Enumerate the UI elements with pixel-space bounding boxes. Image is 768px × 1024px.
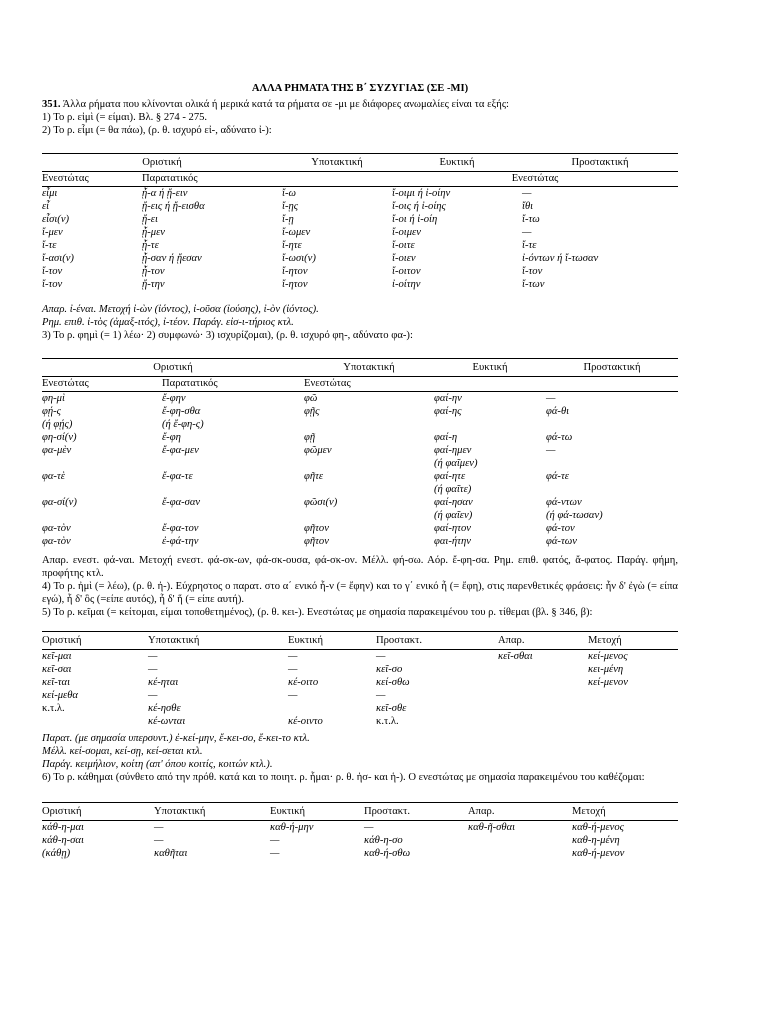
phemi-notes: Απαρ. ενεστ. φά-ναι. Μετοχή ενεστ. φά-σκ-ων, φά-σκ-ουσα, φά-σκ-ον. Μέλλ. φή-σω. Αόρ. ἔ-φη-σα. Ρημ. επιθ. φατός, ἄ-φατος. Παράγ. φήμη, προφήτης κτλ. [42, 555, 678, 579]
cell: κέ-ησθε [148, 703, 181, 714]
cell: — [270, 848, 280, 859]
cell: ᾔ-την [142, 279, 165, 290]
cell: φαι-ήτην [434, 536, 471, 547]
cell: κεῖ-σθαι [498, 651, 533, 662]
cell: καθῆται [154, 848, 188, 859]
cell: — [522, 227, 532, 238]
cell: ἴ-οις ή ἰ-οίης [392, 201, 446, 212]
cell [304, 457, 434, 470]
col-header: Ευκτική [392, 154, 522, 172]
cell: ἴ-οι ή ἰ-οίη [392, 214, 438, 225]
col-header: Προστακτική [522, 154, 678, 172]
keimai-conjugation-table [42, 631, 678, 728]
cell: κεῖ-σθε [376, 703, 407, 714]
table-row [42, 847, 678, 860]
cell [288, 702, 376, 715]
future-line: Μέλλ. κεί-σομαι, κεί-σῃ, κεί-σεται κτλ. [42, 746, 203, 757]
cell: καθ-η-μένη [572, 835, 620, 846]
col-header: Προστακτική [546, 359, 678, 377]
cell: — [154, 835, 164, 846]
item-6: 6) Το ρ. κάθημαι (σύνθετο από την πρόθ. κατά και το ποιητ. ρ. ἧμαι· ρ. θ. ἡσ- και ἡ-). Ο ενεστώτας με σημασία παρακειμένου του καθέζομαι: [42, 772, 645, 783]
imperfect-line: Παρατ. (με σημασία υπερσυντ.) ἐ-κεί-μην, ἔ-κει-σο, ἔ-κει-το κτλ. [42, 733, 310, 744]
cell: ἐ-φά-την [162, 536, 199, 547]
col-header: Προστακτ. [364, 803, 468, 821]
col-header: Οριστική [42, 359, 304, 377]
cell: κεῖ-σο [376, 664, 403, 675]
cell: ᾔ-ει [142, 214, 158, 225]
cell: φη-μὶ [42, 393, 65, 404]
sub-header: Ενεστώτας [42, 172, 142, 187]
cell: ἔ-φα-τε [162, 471, 193, 482]
col-header: Οριστική [42, 803, 154, 821]
cell: ἰ-όντων ή ἴ-τωσαν [522, 253, 599, 264]
cell: φαί-ητε [434, 471, 466, 482]
cell: — [522, 188, 532, 199]
cell: — [148, 664, 158, 675]
cell: ἴ-τον [522, 266, 543, 277]
sub-header: Ενεστώτας [392, 172, 678, 187]
cell [42, 715, 148, 728]
cell: φῆτε [304, 471, 324, 482]
cell: φά-θι [546, 406, 570, 417]
cell [588, 689, 678, 702]
cell [42, 509, 162, 522]
cell: φῇ [304, 432, 316, 443]
col-header: Οριστική [42, 154, 282, 172]
table-row [42, 239, 678, 252]
sub-header: Ενεστώτας [304, 377, 434, 392]
cell: φα-τὸν [42, 536, 71, 547]
col-header: Οριστική [42, 632, 148, 650]
cell: φαί-ησαν [434, 497, 473, 508]
cell: φῆτον [304, 523, 329, 534]
cell: ἴθι [522, 201, 534, 212]
cell: — [546, 445, 556, 456]
kathemai-conjugation-table [42, 802, 678, 860]
table-row [42, 187, 678, 201]
cell [546, 483, 678, 496]
col-header: Ευκτική [288, 632, 376, 650]
cell: — [154, 822, 164, 833]
cell: καθ-ή-μενον [572, 848, 625, 859]
table-row [42, 676, 678, 689]
table-row [42, 702, 678, 715]
cell [498, 689, 588, 702]
cell: φαί-ητον [434, 523, 471, 534]
table-row [42, 418, 678, 431]
table-row [42, 405, 678, 418]
col-header: Υποτακτική [154, 803, 270, 821]
col-header: Προστακτ. [376, 632, 498, 650]
table-row [42, 278, 678, 291]
table-body [42, 821, 678, 861]
cell: εἶ [42, 201, 50, 212]
cell [304, 509, 434, 522]
table-row [42, 509, 678, 522]
table-row [42, 252, 678, 265]
cell [42, 457, 162, 470]
cell: ἴ-ητον [282, 279, 308, 290]
cell: ᾔ-εις ή ᾔ-εισθα [142, 201, 205, 212]
cell [162, 509, 304, 522]
cell: ἴ-ῃ [282, 214, 294, 225]
table-row [42, 457, 678, 470]
cell: ἴ-τε [42, 240, 57, 251]
table-row [42, 522, 678, 535]
cell: κεῖ-σαι [42, 664, 72, 675]
cell: — [270, 835, 280, 846]
table-row [42, 834, 678, 847]
table-row [42, 535, 678, 548]
cell [162, 483, 304, 496]
cell [498, 676, 588, 689]
table-header-row [42, 359, 678, 377]
table-body [42, 650, 678, 729]
cell: ἴ-οιτον [392, 266, 421, 277]
cell: κ.τ.λ. [42, 703, 65, 714]
cell: ἔ-φα-σαν [162, 497, 201, 508]
cell: κεί-σθω [376, 677, 410, 688]
cell: ἴ-ασι(ν) [42, 253, 74, 264]
cell: κεῖ-ται [42, 677, 71, 688]
cell [498, 663, 588, 676]
cell: φῇς [304, 406, 320, 417]
cell: κει-μένη [588, 664, 624, 675]
cell [588, 702, 678, 715]
infinitive-participle-line: Απαρ. ἰ-έναι. Μετοχή ἰ-ὼν (ἰόντος), ἰ-οῦσα (ἰούσης), ἰ-ὸν (ἰόντος). [42, 304, 319, 315]
cell: φαί-ημεν [434, 445, 472, 456]
col-header: Απαρ. [498, 632, 588, 650]
cell: ἔ-φα-μεν [162, 445, 199, 456]
cell: κάθ-η-σο [364, 835, 403, 846]
table-row [42, 265, 678, 278]
table-body [42, 187, 678, 292]
col-header: Υποτακτική [282, 154, 392, 172]
cell: φά-ντων [546, 497, 582, 508]
cell [546, 457, 678, 470]
cell: κεῖ-μαι [42, 651, 72, 662]
table-row [42, 470, 678, 483]
cell: εἶμι [42, 188, 58, 199]
table-row [42, 650, 678, 664]
cell: ἴ-ω [282, 188, 296, 199]
cell: φῶσι(ν) [304, 497, 338, 508]
cell: εἶσι(ν) [42, 214, 70, 225]
eimi-conjugation-table [42, 153, 678, 291]
cell: ἴ-ωμεν [282, 227, 311, 238]
cell: κέ-ωνται [148, 716, 186, 727]
cell: — [546, 393, 556, 404]
cell: ἴ-οιτε [392, 240, 415, 251]
cell: (ή φαῖτε) [434, 484, 472, 495]
cell: — [288, 651, 298, 662]
cell: ἔ-φη-σθα [162, 406, 201, 417]
cell: ἴ-ωσι(ν) [282, 253, 316, 264]
cell: (ή ἔ-φη-ς) [162, 419, 204, 430]
table-row [42, 663, 678, 676]
cell: ἔ-φην [162, 393, 186, 404]
section-351-intro [42, 98, 678, 111]
item-1: 1) Το ρ. εἰμὶ (= είμαι). Βλ. § 274 - 275. [42, 112, 208, 123]
cell [546, 418, 678, 431]
cell: ἴ-τον [42, 266, 63, 277]
cell: ἔ-φη [162, 432, 181, 443]
sub-header: Παρατατικός [162, 377, 304, 392]
col-header: Υποτακτική [304, 359, 434, 377]
cell: κάθ-η-μαι [42, 822, 84, 833]
cell: ᾖ-σαν ή ᾔεσαν [142, 253, 202, 264]
cell: ἴ-τε [522, 240, 537, 251]
cell: ᾖ-τε [142, 240, 159, 251]
item-5: 5) Το ρ. κεῖμαι (= κείτομαι, είμαι τοποθετημένος), (ρ. θ. κει-). Ενεστώτας με σημασία παρακειμένου του ρ. τίθεμαι (βλ. § 346, β): [42, 607, 593, 618]
cell: ᾖ-α ή ᾔ-ειν [142, 188, 188, 199]
cell: — [376, 651, 386, 662]
table-row [42, 200, 678, 213]
cell: — [376, 690, 386, 701]
table-body [42, 392, 678, 549]
cell: ἴ-των [522, 279, 545, 290]
cell: φαί-ην [434, 393, 462, 404]
cell [304, 483, 434, 496]
cell: ᾖ-μεν [142, 227, 165, 238]
cell [468, 847, 572, 860]
item-2: 2) Το ρ. εἶμι (= θα πάω), (ρ. θ. ισχυρό εἰ-, αδύνατο ἰ-): [42, 125, 272, 136]
item-3: 3) Το ρ. φημὶ (= 1) λέω· 2) συμφωνώ· 3) ισχυρίζομαι), (ρ. θ. ισχυρό φη-, αδύνατο φα-): [42, 330, 413, 341]
table-row [42, 689, 678, 702]
cell: ἴ-μεν [42, 227, 63, 238]
section-number: 351. [42, 99, 61, 110]
cell: φά-τω [546, 432, 573, 443]
cell: (ή φαῖεν) [434, 510, 473, 521]
sub-header: Παρατατικός [142, 172, 282, 187]
cell: — [148, 651, 158, 662]
table-row [42, 483, 678, 496]
cell [42, 483, 162, 496]
table-row [42, 392, 678, 406]
derivatives-line: Παράγ. κειμήλιον, κοίτη (απ' όπου κοιτίς, κοιτών κτλ.). [42, 759, 273, 770]
cell: φα-μὲν [42, 445, 72, 456]
table-header-row [42, 632, 678, 650]
col-header: Υποτακτική [148, 632, 288, 650]
cell: κ.τ.λ. [376, 716, 399, 727]
table-row [42, 715, 678, 728]
cell: ᾖ-τον [142, 266, 165, 277]
cell: ἴ-οιεν [392, 253, 416, 264]
cell: φῶ [304, 393, 318, 404]
col-header: Απαρ. [468, 803, 572, 821]
cell: φαί-ης [434, 406, 462, 417]
table-row [42, 496, 678, 509]
cell: ἴ-οιμι ή ἰ-οίην [392, 188, 451, 199]
cell: φῄ-ς [42, 406, 61, 417]
cell: — [288, 690, 298, 701]
cell [434, 418, 546, 431]
table-row [42, 821, 678, 835]
cell: — [288, 664, 298, 675]
cell: ἴ-ητε [282, 240, 302, 251]
cell: κέ-ηται [148, 677, 179, 688]
table-subheader-row [42, 172, 678, 187]
cell: φά-τε [546, 471, 569, 482]
cell: κέ-οιντο [288, 716, 323, 727]
cell: φα-τὲ [42, 471, 65, 482]
cell: κεί-μενον [588, 677, 628, 688]
cell: ἴ-τω [522, 214, 540, 225]
cell: καθ-ή-μην [270, 822, 314, 833]
cell: κεί-μεθα [42, 690, 78, 701]
cell: ἴ-τον [42, 279, 63, 290]
col-header: Ευκτική [270, 803, 364, 821]
table-header-row [42, 154, 678, 172]
cell: κέ-οιτο [288, 677, 319, 688]
cell [468, 834, 572, 847]
col-header: Μετοχή [572, 803, 678, 821]
cell: φῶμεν [304, 445, 332, 456]
cell: κεί-μενος [588, 651, 628, 662]
cell: καθ-ή-μενος [572, 822, 624, 833]
cell: — [364, 822, 374, 833]
table-row [42, 213, 678, 226]
cell: (κάθῃ) [42, 848, 71, 859]
cell: ἴ-ῃς [282, 201, 299, 212]
cell [588, 715, 678, 728]
cell: φά-τον [546, 523, 575, 534]
cell: φη-σί(ν) [42, 432, 77, 443]
cell: φῆτον [304, 536, 329, 547]
document-page [42, 82, 678, 860]
phemi-conjugation-table [42, 358, 678, 548]
intro-text: Άλλα ρήματα που κλίνονται ολικά ή μερικά κατά τα ρήματα σε -μι με διάφορες ανωμαλίες είναι τα εξής: [62, 99, 509, 110]
cell: φαί-η [434, 432, 458, 443]
verbal-adjective-line: Ρημ. επιθ. ἰ-τὸς (ἀμαξ-ιτός), ἰ-τέον. Παράγ. εἰσ-ι-τήριος κτλ. [42, 317, 294, 328]
cell: ἴ-ητον [282, 266, 308, 277]
cell: — [148, 690, 158, 701]
cell [498, 702, 588, 715]
table-row [42, 431, 678, 444]
cell: (ή φαῖμεν) [434, 458, 478, 469]
cell: φά-των [546, 536, 577, 547]
cell: καθ-ή-σθω [364, 848, 411, 859]
cell: (ή φά-τωσαν) [546, 510, 603, 521]
cell [304, 418, 434, 431]
cell: (ή φῄς) [42, 419, 73, 430]
cell: ἰ-οίτην [392, 279, 421, 290]
cell [498, 715, 588, 728]
cell [162, 457, 304, 470]
cell: καθ-ῆ-σθαι [468, 822, 516, 833]
sub-header: Ενεστώτας [42, 377, 162, 392]
table-row [42, 444, 678, 457]
table-subheader-row [42, 377, 678, 392]
table-header-row [42, 803, 678, 821]
table-row [42, 226, 678, 239]
col-header: Μετοχή [588, 632, 678, 650]
cell: ἴ-οιμεν [392, 227, 421, 238]
cell: ἔ-φα-τον [162, 523, 199, 534]
cell: κάθ-η-σαι [42, 835, 84, 846]
cell: φα-σί(ν) [42, 497, 77, 508]
cell: φα-τὸν [42, 523, 71, 534]
item-4: 4) Το ρ. ἠμὶ (= λέω), (ρ. θ. ἠ-). Εύχρηστος ο παρατ. στο α΄ ενικό ἦ-ν (= ἔφην) και το γ΄ ενικό ἦ (= ἔφη), στις παρενθετικές φράσεις: ἦν δ' ἐγὼ (= είπα εγώ), ἦ δ' ὃς (=είπε αυτός), ἦ δ' ἥ (= είπε αυτή). [42, 581, 678, 605]
page-title: ΑΛΛΑ ΡΗΜΑΤΑ ΤΗΣ Β΄ ΣΥΖΥΓΙΑΣ (ΣΕ -ΜΙ) [251, 83, 469, 94]
col-header: Ευκτική [434, 359, 546, 377]
